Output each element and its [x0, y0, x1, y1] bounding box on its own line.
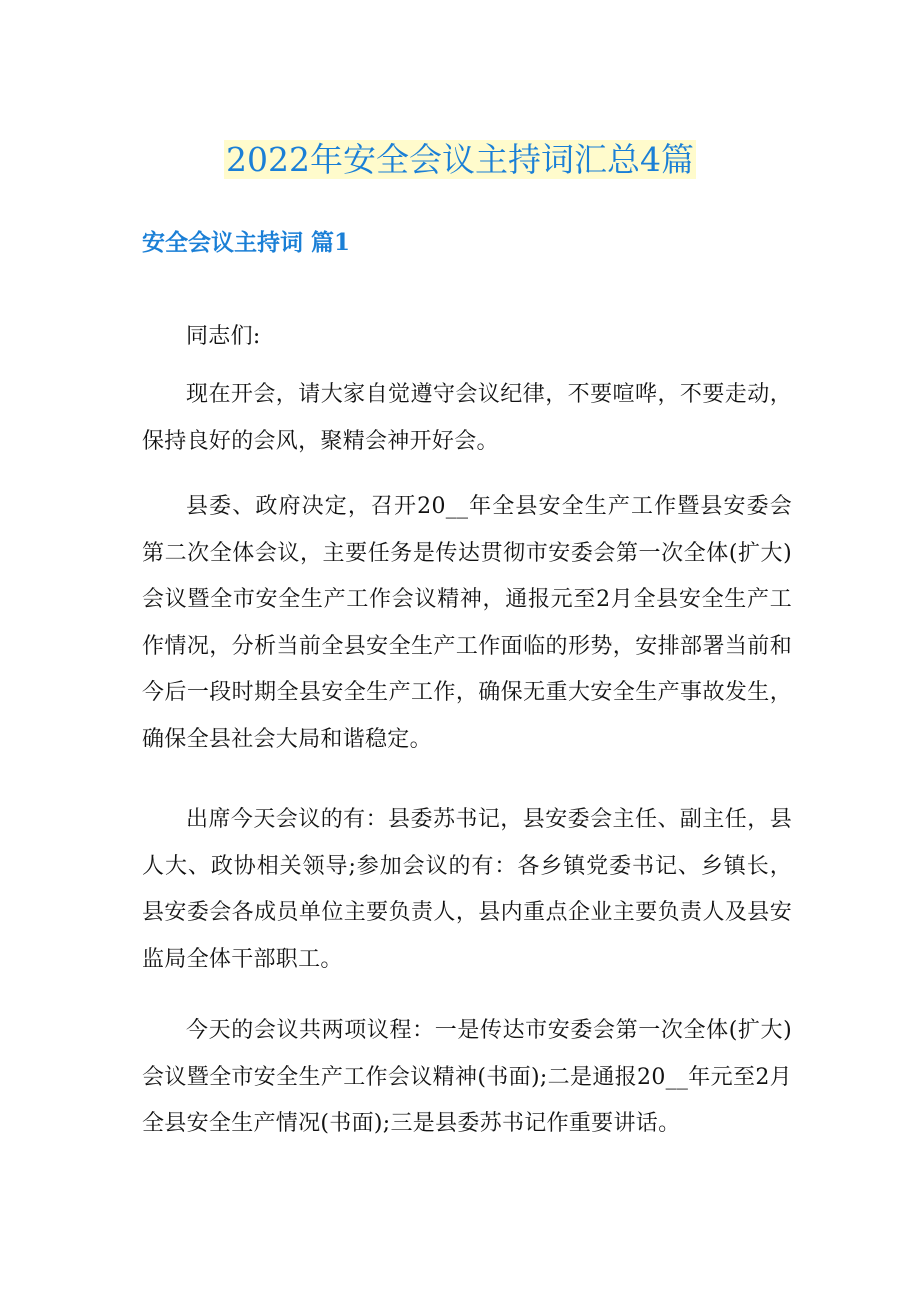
paragraph-opening: 现在开会，请大家自觉遵守会议纪律，不要喧哗，不要走动，保持良好的会风，聚精会神开好会。 [142, 382, 792, 454]
paragraph-greeting: 同志们: [186, 324, 261, 349]
document-title [0, 136, 920, 184]
paragraph-agenda: 今天的会议共两项议程：一是传达市安委会第一次全体(扩大)会议暨全市安全生产工作会议精神(书面);二是通报20__年元至2月全县安全生产情况(书面);三是县委苏书记作重要讲话。 [142, 1018, 792, 1136]
document-title-text: 2022年安全会议主持词汇总4篇 [226, 140, 694, 179]
paragraph-attendees: 出席今天会议的有：县委苏书记，县安委会主任、副主任，县人大、政协相关领导;参加会议的有：各乡镇党委书记、乡镇长，县安委会各成员单位主要负责人，县内重点企业主要负责人及县安监局全体干部职工。 [142, 807, 792, 972]
paragraph-purpose: 县委、政府决定，召开20__年全县安全生产工作暨县安委会第二次全体会议，主要任务是传达贯彻市安委会第一次全体(扩大)会议暨全市安全生产工作会议精神，通报元至2月全县安全生产工作情况，分析当前全县安全生产工作面临的形势，安排部署当前和今后一段时期全县安全生产工作，确保无重大安全生产事故发生，确保全县社会大局和谐稳定。 [142, 494, 792, 752]
section-heading: 安全会议主持词 篇1 [142, 229, 351, 256]
